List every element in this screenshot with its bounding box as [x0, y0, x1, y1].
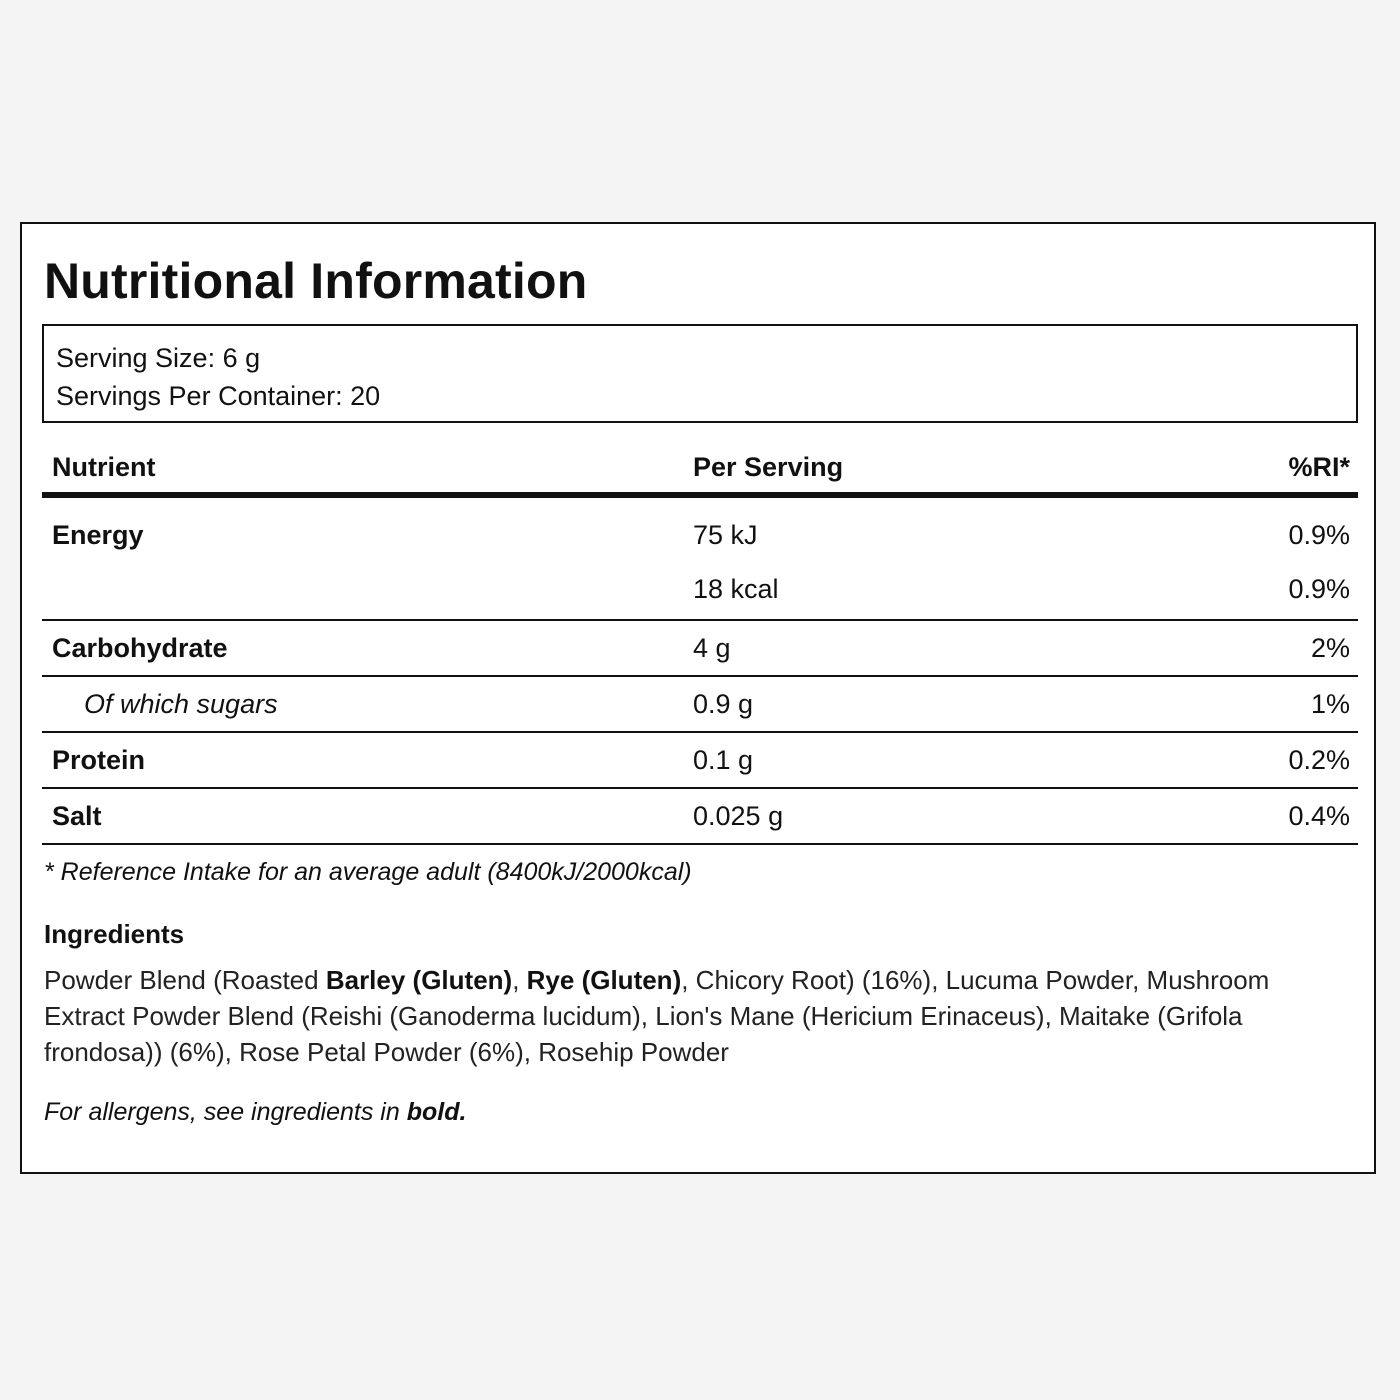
nutrient-value: 4 g [693, 633, 731, 663]
header-nutrient: Nutrient [52, 452, 156, 482]
ingredients-part: Powder Blend (Roasted [44, 965, 326, 995]
allergen-rye: Rye (Gluten) [526, 965, 682, 995]
page-title: Nutritional Information [44, 253, 588, 309]
ingredients-text [44, 962, 1344, 1070]
nutrition-label [20, 222, 1376, 1174]
ingredients-part: , [512, 965, 527, 995]
nutrition-table [42, 442, 1358, 845]
nutrient-value: 0.9 g [693, 689, 754, 719]
nutrient-ri: 0.2% [1288, 745, 1350, 775]
allergen-note-text: For allergens, see ingredients in [44, 1098, 407, 1126]
nutrient-ri: 0.9% [1288, 520, 1350, 550]
ingredients-heading: Ingredients [44, 919, 185, 949]
ingredients-part: , Chicory Root) (16%), Lucuma Powder, Mushroom Extract Powder Blend (Reishi (Ganoderma lucidum), Lion's Mane (Hericium Erinaceus), Maitake (Grifola frondosa)) (6%), Rose Petal Powder (6%), Rosehip Powder [44, 965, 1270, 1067]
allergen-note [44, 1098, 466, 1127]
table-header [42, 442, 1358, 498]
table-row-carbohydrate [42, 621, 1358, 677]
table-row-protein [42, 733, 1358, 789]
table-row-sugars [42, 677, 1358, 733]
nutrient-value: 0.025 g [693, 801, 784, 831]
header-ri: %RI* [1288, 452, 1350, 482]
serving-info-box [42, 324, 1358, 423]
table-row-energy [42, 498, 1358, 621]
nutrient-name: Salt [52, 801, 102, 831]
nutrient-name: Carbohydrate [52, 633, 228, 663]
nutrient-ri: 0.9% [1288, 574, 1350, 604]
nutrient-value: 0.1 g [693, 745, 754, 775]
nutrient-name: Protein [52, 745, 146, 775]
nutrient-ri: 1% [1310, 689, 1350, 719]
allergen-barley: Barley (Gluten) [325, 965, 513, 995]
nutrient-name: Energy [52, 520, 144, 550]
nutrient-value: 75 kJ [693, 520, 758, 550]
nutrient-ri: 2% [1310, 633, 1350, 663]
ri-footnote: * Reference Intake for an average adult (8400kJ/2000kcal) [44, 858, 692, 886]
table-row-salt [42, 789, 1358, 845]
serving-size: Serving Size: 6 g [56, 343, 261, 373]
nutrient-name: Of which sugars [84, 689, 278, 719]
header-per-serving: Per Serving [693, 452, 844, 482]
nutrient-ri: 0.4% [1288, 801, 1350, 831]
servings-per-container: Servings Per Container: 20 [56, 381, 381, 411]
allergen-note-bold: bold. [406, 1098, 467, 1126]
nutrient-value: 18 kcal [693, 574, 779, 604]
